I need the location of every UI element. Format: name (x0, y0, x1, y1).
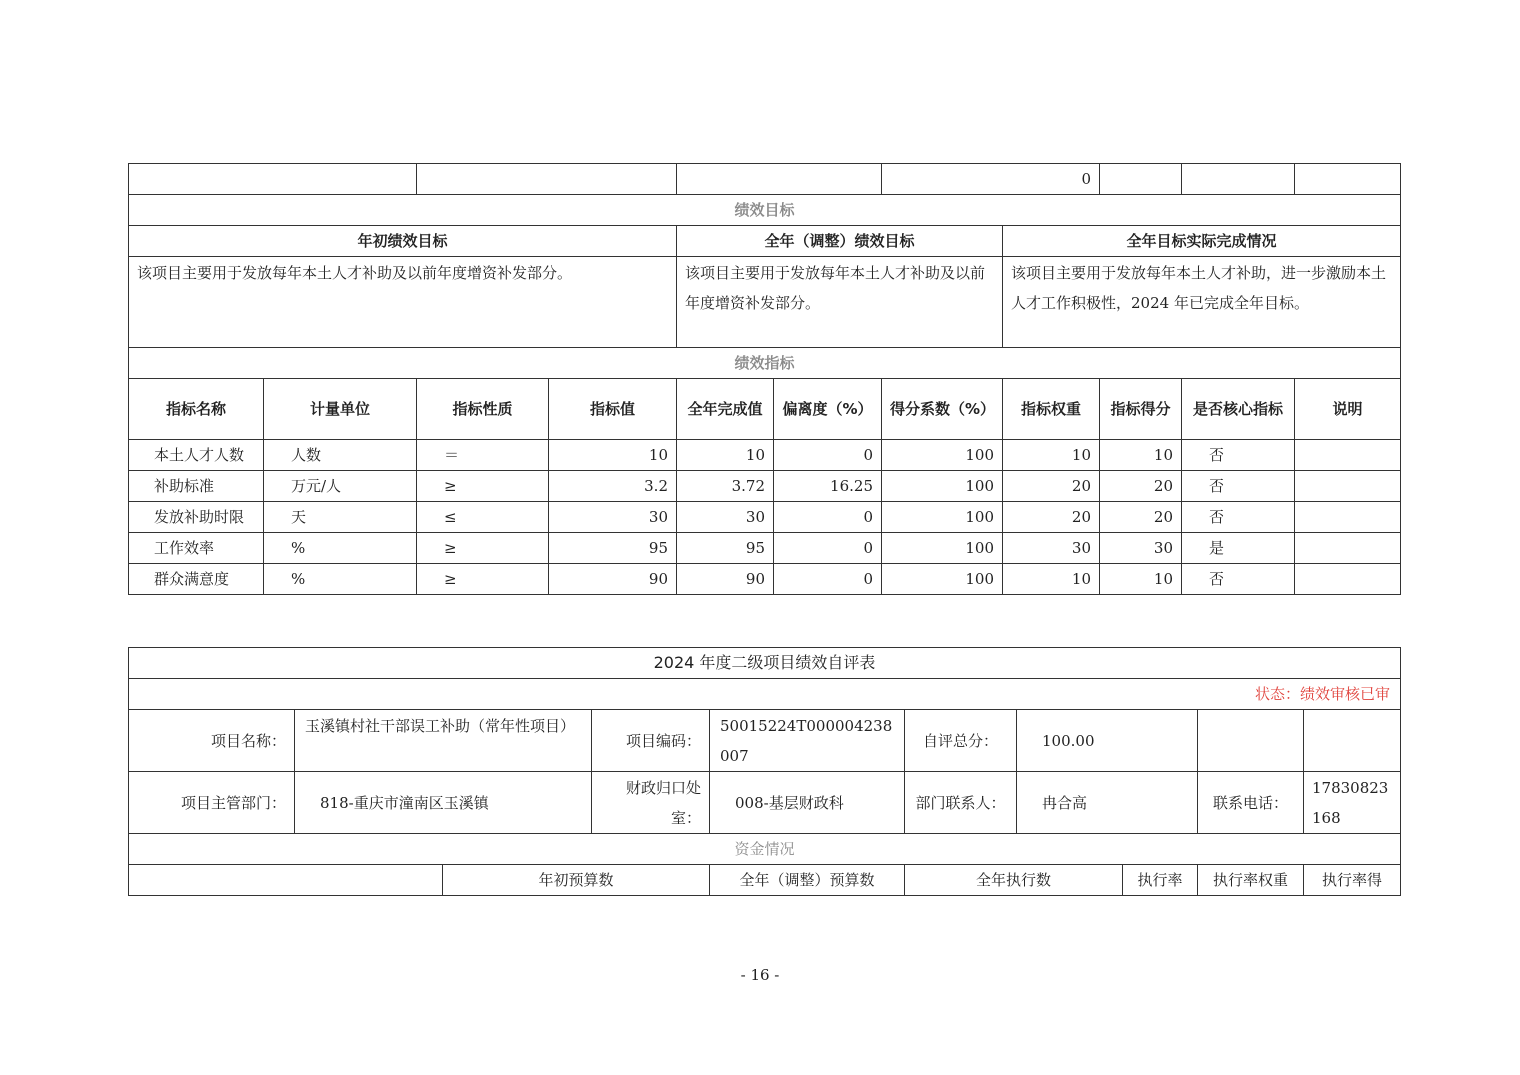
index-rows (129, 440, 1401, 595)
col-header-score: 指标得分 (1100, 379, 1182, 440)
cell-coef: 100 (882, 502, 1003, 533)
page-number: - 16 - (740, 966, 780, 984)
table-row (129, 471, 1401, 502)
cell-deviation: 16.25 (774, 471, 882, 502)
self-score-label: 自评总分： (905, 710, 1017, 772)
section-title-fund: 资金情况 (129, 834, 1401, 865)
cell-value: 10 (549, 440, 677, 471)
fund-header-rate: 执行率 (1123, 865, 1198, 896)
top-cell-4: 0 (882, 164, 1100, 195)
col-header-note: 说明 (1295, 379, 1401, 440)
fund-header-initial: 年初预算数 (443, 865, 710, 896)
cell-unit: % (264, 533, 417, 564)
cell-weight: 10 (1003, 440, 1100, 471)
contact-label: 部门联系人： (905, 772, 1017, 834)
cell-done: 95 (677, 533, 774, 564)
cell-value: 3.2 (549, 471, 677, 502)
cell-nature: ≥ (417, 471, 549, 502)
top-cell-6 (1182, 164, 1295, 195)
cell-note (1295, 502, 1401, 533)
cell-nature: ≥ (417, 564, 549, 595)
cell-core: 否 (1182, 502, 1295, 533)
status-badge: 状态：绩效审核已审 (129, 679, 1401, 710)
cell-note (1295, 471, 1401, 502)
blank-cell-b (1304, 710, 1401, 772)
cell-deviation: 0 (774, 533, 882, 564)
cell-core: 否 (1182, 564, 1295, 595)
cell-deviation: 0 (774, 564, 882, 595)
header-initial-goal: 年初绩效目标 (129, 226, 677, 257)
initial-goal-text: 该项目主要用于发放每年本土人才补助及以前年度增资补发部分。 (129, 257, 677, 348)
project-code-value: 50015224T000004238007 (710, 710, 905, 772)
col-header-weight: 指标权重 (1003, 379, 1100, 440)
cell-name: 本土人才人数 (129, 440, 264, 471)
table-row (129, 564, 1401, 595)
cell-weight: 10 (1003, 564, 1100, 595)
cell-score: 20 (1100, 471, 1182, 502)
cell-nature: ＝ (417, 440, 549, 471)
top-cell-3 (677, 164, 882, 195)
self-score-value: 100.00 (1017, 710, 1198, 772)
index-header-row (129, 379, 1401, 440)
section-title-perf-goal: 绩效目标 (129, 195, 1401, 226)
dept-value: 818-重庆市潼南区玉溪镇 (295, 772, 592, 834)
header-actual-completion: 全年目标实际完成情况 (1003, 226, 1401, 257)
cell-score: 10 (1100, 440, 1182, 471)
annual-goal-text: 该项目主要用于发放每年本土人才补助及以前年度增资补发部分。 (677, 257, 1003, 348)
cell-done: 3.72 (677, 471, 774, 502)
project-code-label: 项目编码： (592, 710, 710, 772)
fund-header-blank (129, 865, 443, 896)
table-row (129, 533, 1401, 564)
performance-table (128, 163, 1401, 595)
cell-name: 工作效率 (129, 533, 264, 564)
fund-header-annual: 全年（调整）预算数 (710, 865, 905, 896)
cell-weight: 20 (1003, 471, 1100, 502)
cell-coef: 100 (882, 471, 1003, 502)
top-cell-2 (417, 164, 677, 195)
cell-coef: 100 (882, 564, 1003, 595)
finance-label: 财政归口处室： (592, 772, 710, 834)
cell-unit: 人数 (264, 440, 417, 471)
cell-name: 群众满意度 (129, 564, 264, 595)
col-header-nature: 指标性质 (417, 379, 549, 440)
project-name-label: 项目名称： (129, 710, 295, 772)
col-header-name: 指标名称 (129, 379, 264, 440)
project-name-value: 玉溪镇村社干部误工补助（常年性项目） (295, 710, 592, 772)
cell-value: 90 (549, 564, 677, 595)
cell-nature: ≤ (417, 502, 549, 533)
header-annual-goal: 全年（调整）绩效目标 (677, 226, 1003, 257)
cell-note (1295, 564, 1401, 595)
cell-unit: 天 (264, 502, 417, 533)
fund-header-row (129, 865, 1401, 896)
fund-header-rate-score: 执行率得 (1304, 865, 1401, 896)
cell-score: 30 (1100, 533, 1182, 564)
cell-coef: 100 (882, 440, 1003, 471)
blank-cell-a (1198, 710, 1304, 772)
cell-note (1295, 533, 1401, 564)
cell-value: 95 (549, 533, 677, 564)
phone-label: 联系电话： (1198, 772, 1304, 834)
cell-weight: 20 (1003, 502, 1100, 533)
col-header-done: 全年完成值 (677, 379, 774, 440)
fund-header-rate-weight: 执行率权重 (1198, 865, 1304, 896)
cell-core: 是 (1182, 533, 1295, 564)
finance-value: 008-基层财政科 (710, 772, 905, 834)
col-header-core: 是否核心指标 (1182, 379, 1295, 440)
table-row (129, 502, 1401, 533)
cell-score: 10 (1100, 564, 1182, 595)
cell-deviation: 0 (774, 440, 882, 471)
cell-deviation: 0 (774, 502, 882, 533)
section-title-perf-index: 绩效指标 (129, 348, 1401, 379)
top-row (129, 164, 1401, 195)
cell-unit: 万元/人 (264, 471, 417, 502)
cell-name: 发放补助时限 (129, 502, 264, 533)
contact-value: 冉合高 (1017, 772, 1198, 834)
col-header-deviation: 偏离度（%） (774, 379, 882, 440)
cell-done: 90 (677, 564, 774, 595)
fund-header-executed: 全年执行数 (905, 865, 1123, 896)
table-title: 2024 年度二级项目绩效自评表 (129, 648, 1401, 679)
actual-completion-text: 该项目主要用于发放每年本土人才补助，进一步激励本土人才工作积极性，2024 年已完成全年目标。 (1003, 257, 1401, 348)
cell-coef: 100 (882, 533, 1003, 564)
cell-done: 30 (677, 502, 774, 533)
dept-label: 项目主管部门： (129, 772, 295, 834)
cell-core: 否 (1182, 440, 1295, 471)
cell-name: 补助标准 (129, 471, 264, 502)
col-header-value: 指标值 (549, 379, 677, 440)
cell-done: 10 (677, 440, 774, 471)
top-cell-1 (129, 164, 417, 195)
cell-score: 20 (1100, 502, 1182, 533)
cell-unit: % (264, 564, 417, 595)
col-header-unit: 计量单位 (264, 379, 417, 440)
self-evaluation-table (128, 647, 1401, 896)
phone-value: 17830823168 (1304, 772, 1401, 834)
top-cell-5 (1100, 164, 1182, 195)
cell-core: 否 (1182, 471, 1295, 502)
top-cell-7 (1295, 164, 1401, 195)
col-header-coef: 得分系数（%） (882, 379, 1003, 440)
table-row (129, 440, 1401, 471)
cell-value: 30 (549, 502, 677, 533)
cell-weight: 30 (1003, 533, 1100, 564)
cell-note (1295, 440, 1401, 471)
cell-nature: ≥ (417, 533, 549, 564)
